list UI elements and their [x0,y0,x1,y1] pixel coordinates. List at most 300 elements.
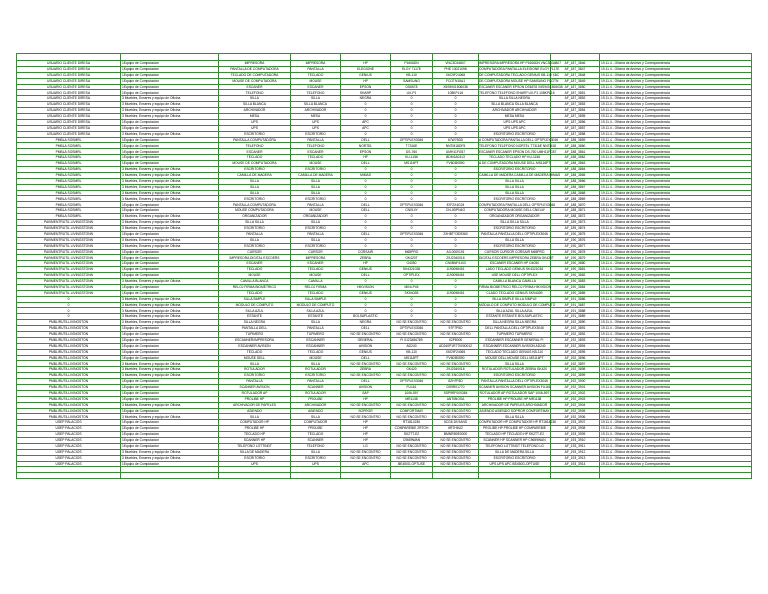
table-cell[interactable]: SILLA DE MADERA SILLA [479,449,551,455]
table-cell[interactable]: CN-0DPN4G [433,208,479,214]
table-cell[interactable]: DELL [341,379,391,385]
table-cell[interactable]: USUARIO CLIENTE DIRESA [17,119,121,125]
table-cell[interactable]: PROLIBE HP PROLIBE HP MR1138 [479,396,551,402]
table-cell[interactable]: TECLADO TECLADO GENIUS KB-110 [479,349,551,355]
table-cell[interactable]: ESCRITORIO [291,373,341,379]
table-cell[interactable]: 1Equipo de Computacion [121,461,219,467]
table-cell[interactable]: COMPAREBIE 2RTOH [391,426,433,432]
office-cell[interactable]: 19.11.4 - Oficina de Archivo y Correspondencia [600,308,752,314]
office-cell[interactable]: 19.11.4 - Oficina de Archivo y Correspondencia [600,78,752,84]
table-cell[interactable]: TECLADO [291,432,341,438]
table-cell[interactable]: FV6DB0590 [433,355,479,361]
table-cell[interactable]: ARCHIVADOR DE PAPELES [219,402,291,408]
table-cell[interactable]: 0 [433,125,479,131]
table-cell[interactable]: TECLADO [291,72,341,78]
table-cell[interactable]: MODULO DE COMPUTO [291,302,341,308]
table-cell[interactable]: TECLADO HP [219,432,291,438]
table-cell[interactable]: PMBLIRUTILLIVINGSTON [17,326,121,332]
table-cell[interactable]: SCANNER [291,438,341,444]
table-cell[interactable]: AVISION [341,384,391,390]
table-cell[interactable]: UPS [219,461,291,467]
table-cell[interactable]: NO SE ENCONTRO [341,455,391,461]
table-cell[interactable]: ROTULADOR AP [219,390,291,396]
table-cell[interactable]: SILLA [291,449,341,455]
table-cell[interactable]: GENIUS [341,349,391,355]
table-cell[interactable]: PROLIBE [291,396,341,402]
table-cell[interactable]: ROTULADOR [291,390,341,396]
table-cell[interactable]: NO SE ENCONTRO [341,449,391,455]
table-cell[interactable]: TELEFONO [291,443,341,449]
table-cell[interactable]: TUPIMERO TUPIMERO [479,331,551,337]
table-cell[interactable]: TECLADO [219,290,291,296]
table-cell[interactable]: SILLA SILLA [479,414,551,420]
table-cell[interactable]: NO SE ENCONTRO [391,455,433,461]
table-cell[interactable]: NEGRA [341,320,391,326]
table-cell[interactable]: PANTALLA PANTALLA DELL OPTIPLEX3046 [479,379,551,385]
table-cell[interactable]: 0 [341,178,391,184]
table-cell[interactable]: OPTIPLEX3046 [391,137,433,143]
table-cell[interactable]: ESCRITORIO ESCRITORIO [479,243,551,249]
table-cell[interactable]: SILLA SILLA [479,184,551,190]
office-cell[interactable]: 19.11.4 - Oficina de Archivo y Correspondencia [600,66,752,72]
table-cell[interactable]: 0 [433,114,479,120]
table-cell[interactable]: AF_192_3900 [551,379,600,385]
table-cell[interactable]: SILLA [291,237,341,243]
table-cell[interactable]: AF_193_3910 [551,438,600,444]
table-cell[interactable]: NO SE ENCONTRO [433,331,479,337]
table-cell[interactable]: X2P8000 [433,337,479,343]
table-cell[interactable]: MOUSE DELL [219,355,291,361]
table-cell[interactable]: TECLADO DE COMPUTADORA [219,72,291,78]
table-cell[interactable]: AF_188_3863 [551,161,600,167]
table-cell[interactable]: IMPRESORA DIGITAL ESCOERS [219,255,291,261]
table-cell[interactable]: NO SE ENCONTRO [433,408,479,414]
table-cell[interactable]: UPS UPS APC [479,125,551,131]
table-cell[interactable]: SILLA SIMPLE [219,296,291,302]
table-cell[interactable]: 0 [433,119,479,125]
table-cell[interactable]: SILLA [219,96,291,102]
table-cell[interactable]: UPS [291,461,341,467]
table-cell[interactable]: 1Equipo de Computacion [121,443,219,449]
table-cell[interactable]: 0 [391,167,433,173]
table-cell[interactable]: PMBLIRUTILLIVINGSTON [17,414,121,420]
table-cell[interactable]: DELL [341,202,391,208]
table-cell[interactable]: PMBLIRUTILLIVINGSTON [17,379,121,385]
table-cell[interactable]: PMBLIRUTILLIVINGSTON [17,402,121,408]
table-cell[interactable]: CURSOR [219,249,291,255]
table-cell[interactable]: 1Equipo de Computacion [121,119,219,125]
table-cell[interactable]: 0 [341,196,391,202]
table-cell[interactable]: ROTULADOR AP ROTULADOR SAP 1006-597 [479,391,550,396]
table-cell[interactable]: ESCANNER AVISION [219,343,291,349]
office-cell[interactable]: 19.11.4 - Oficina de Archivo y Correspondencia [600,349,752,355]
office-cell[interactable]: 19.11.4 - Oficina de Archivo y Correspondencia [600,408,752,414]
table-cell[interactable]: MS116PT [391,161,433,167]
table-cell[interactable]: OPTIPLEX3046 [391,202,433,208]
table-cell[interactable]: 3 Muebles, Enseres y equipo de Oficina [121,402,219,408]
table-cell[interactable]: NO SE ENCONTRO [341,331,391,337]
table-cell[interactable]: 1Equipo de Computacion [121,208,219,214]
table-cell[interactable]: ARCHIVADOR [291,402,341,408]
table-cell[interactable]: NO SE ENCONTRO [433,361,479,367]
table-cell[interactable]: 1Equipo de Computacion [121,149,219,155]
table-cell[interactable]: 1Equipo de Computacion [121,72,219,78]
table-cell[interactable]: 3 Muebles, Enseres y equipo de Oficina [121,190,219,196]
table-cell[interactable]: UMH11FG57 [433,149,479,155]
empty-cell[interactable] [219,473,291,479]
table-cell[interactable]: 1Equipo de Computacion [121,379,219,385]
table-cell[interactable]: 0 [433,243,479,249]
table-cell[interactable]: 1190098451 [433,273,479,279]
office-cell[interactable]: 19.11.4 - Oficina de Archivo y Correspondencia [600,137,752,143]
table-cell[interactable]: 1Equipo de Computacion [121,384,219,390]
office-cell[interactable]: 19.11.4 - Oficina de Archivo y Correspondencia [600,432,752,438]
table-cell[interactable]: ELEGIONE [341,66,391,72]
table-cell[interactable]: 0 [341,167,391,173]
table-cell[interactable]: X6C9F24065 [433,349,479,355]
table-cell[interactable]: 67W7B3D [433,137,479,143]
table-cell[interactable]: ESCRITORIO [291,131,341,137]
table-cell[interactable]: USUARIO CLIENTE DIRESA [17,96,121,102]
table-cell[interactable]: 0 [433,190,479,196]
office-cell[interactable]: 19.11.4 - Oficina de Archivo y Correspondencia [600,178,752,184]
office-cell[interactable]: 19.11.4 - Oficina de Archivo y Correspondencia [600,196,752,202]
office-cell[interactable]: 19.11.4 - Oficina de Archivo y Correspondencia [600,284,752,290]
table-cell[interactable]: ESCRITORIO [291,455,341,461]
table-cell[interactable]: AF_187_3847 [551,66,600,72]
table-cell[interactable]: BOLSAPLASTIC [341,314,391,320]
table-cell[interactable]: AF_187_3856 [551,119,600,125]
table-cell[interactable]: TECLADO HP TECLADO HP SK2TT-E2 [479,432,551,438]
table-cell[interactable]: A DE COMPUTADORA MOUSE DELL MS116PT [479,161,551,166]
table-cell[interactable]: TECLADO TECLADO HP KU-1156 [479,155,551,161]
table-cell[interactable]: 0 [433,225,479,231]
table-cell[interactable]: ESCANER [291,149,341,155]
table-cell[interactable]: 0 [17,314,121,320]
table-cell[interactable]: 1Equipo de Computacion [121,284,219,290]
table-cell[interactable]: ESCRITORIO ESCRITORIO [479,225,551,231]
table-cell[interactable]: 0 [433,214,479,220]
table-cell[interactable]: SILLA [291,320,341,326]
table-cell[interactable]: 0 [391,102,433,108]
table-cell[interactable]: 0 [341,225,391,231]
table-cell[interactable]: CURSOR CURSOR CORSAIR M65PRO [479,249,551,255]
table-cell[interactable]: 0 [433,108,479,114]
table-cell[interactable]: ESCANER ESCANER HP G4050 [479,261,551,267]
cell[interactable] [479,54,551,61]
table-cell[interactable]: TELEFONO TELEFONO SHARP UX-P1 108KPL16 [479,90,555,95]
table-cell[interactable]: CAMILLA BLANCA [219,278,291,284]
table-cell[interactable]: TELEFONO TELEFONO NORTEL T7316E NNTM18 [479,143,557,148]
office-cell[interactable]: 19.11.4 - Oficina de Archivo y Correspondencia [600,220,752,226]
table-cell[interactable]: SAP [341,390,391,396]
table-cell[interactable]: UPS [291,119,341,125]
table-cell[interactable]: BDM1A0413 [433,155,479,161]
table-cell[interactable]: 0 [341,184,391,190]
table-cell[interactable]: HP [341,432,391,438]
office-cell[interactable]: 19.11.4 - Oficina de Archivo y Correspondencia [600,131,752,137]
office-cell[interactable]: 19.11.4 - Oficina de Archivo y Correspondencia [600,202,752,208]
table-cell[interactable]: C9659WAN [391,438,433,444]
table-cell[interactable]: PMBLA SOSMRL [17,214,121,220]
office-cell[interactable]: 19.11.4 - Oficina de Archivo y Correspondencia [600,167,752,173]
table-cell[interactable]: 0 [391,214,433,220]
office-cell[interactable]: 19.11.4 - Oficina de Archivo y Correspondencia [600,237,752,243]
table-cell[interactable]: MOUSE DE COMPUTADORA [219,78,291,84]
table-cell[interactable]: OPTIPLEX [391,273,433,279]
table-cell[interactable]: 0 [341,108,391,114]
table-cell[interactable]: DS9R01770 [433,384,479,390]
table-cell[interactable]: IMPRESORA IMPRESORA HP P1606DN VNC3D34807 [479,61,562,66]
table-cell[interactable]: SCANNER HP [219,438,291,444]
table-cell[interactable]: HP [341,61,391,67]
table-cell[interactable]: NO SE ENCONTRO [433,320,479,326]
table-cell[interactable]: 0 [433,178,479,184]
table-cell[interactable]: HP [341,261,391,267]
table-cell[interactable]: SILLA SILLA [479,237,551,243]
table-cell[interactable]: PAVIMENTRUTIL LIVINGSTONN [17,237,121,243]
table-cell[interactable]: PMBLA SOSMRL [17,190,121,196]
table-cell[interactable]: NO SE ENCONTRO [433,455,479,461]
table-cell[interactable]: PANTALLA [291,231,341,237]
table-cell[interactable]: SILLA [219,414,291,420]
table-cell[interactable]: SILLA [291,96,341,102]
table-cell[interactable]: X6C9F24065 [433,72,479,78]
table-cell[interactable]: 3 Muebles, Enseres y equipo de Oficina [121,278,219,284]
table-cell[interactable]: NO SE ENCONTRO [433,449,479,455]
table-cell[interactable]: IMPRESORA [219,61,291,67]
table-cell[interactable]: AF_190_3884 [551,284,600,290]
table-cell[interactable]: PANTALLA [291,326,341,332]
table-cell[interactable]: USE MOUSE DELL OPTIPLEX [479,273,551,279]
table-cell[interactable]: ORGANIZADOR ORGANIZADOR [479,214,551,220]
table-cell[interactable]: AF_192_3902 [551,390,600,396]
table-cell[interactable]: AF_192_3906 [551,414,600,420]
table-cell[interactable]: 3 Muebles, Enseres y equipo de Oficina [121,243,219,249]
table-cell[interactable]: PMBLA SOSMRL [17,149,121,155]
table-cell[interactable]: 0 [433,308,479,314]
table-cell[interactable]: PANTALLA [291,137,341,143]
table-cell[interactable]: COMPUTADORA MOUSE DELL CN014Y [479,208,551,214]
table-cell[interactable]: 1Equipo de Computacion [121,273,219,279]
table-cell[interactable]: PROLIBE HP PROLIBE HP COMPAREBIE [479,426,551,432]
table-cell[interactable]: 29J2340016 [433,367,479,373]
table-cell[interactable]: 0 [433,172,479,178]
table-cell[interactable]: AF_192_3894 [551,343,600,349]
table-cell[interactable]: 0 [433,284,479,290]
table-cell[interactable]: SILLA SIMPLE [291,296,341,302]
table-cell[interactable]: SCANNER [291,384,341,390]
table-cell[interactable]: DELL [341,355,391,361]
table-cell[interactable]: X5S9001506038 [433,84,479,90]
table-cell[interactable]: ESCRITORIO [219,131,291,137]
office-cell[interactable]: 19.11.4 - Oficina de Archivo y Correspondencia [600,172,752,178]
office-cell[interactable]: 19.11.4 - Oficina de Archivo y Correspondencia [600,255,752,261]
table-cell[interactable]: AF_192_3890 [551,320,600,326]
table-cell[interactable]: 1Equipo de Computacion [121,161,219,167]
table-cell[interactable]: 3 Muebles, Enseres y equipo de Oficina [121,314,219,320]
table-cell[interactable]: 3 Muebles, Enseres y equipo de Oficina [121,225,219,231]
table-cell[interactable]: 1Equipo de Computacion [121,349,219,355]
table-cell[interactable]: DIGITAL ESCOERS IMPRESORA ZEBRA GK420T [479,255,554,260]
table-cell[interactable]: 1Equipo de Computacion [121,78,219,84]
table-cell[interactable]: SILLA [291,178,341,184]
empty-cell[interactable] [391,473,433,479]
table-cell[interactable]: 0 [341,131,391,137]
table-cell[interactable]: 0 [391,278,433,284]
table-cell[interactable]: 0 [433,184,479,190]
table-cell[interactable]: AF_192_3892 [551,331,600,337]
table-cell[interactable]: 3 Muebles, Enseres y equipo de Oficina [121,108,219,114]
table-cell[interactable]: 3 Muebles, Enseres y equipo de Oficina [121,172,219,178]
table-cell[interactable]: 1Equipo de Computacion [121,438,219,444]
table-cell[interactable]: AF_192_3903 [551,396,600,402]
table-cell[interactable]: 1Equipo de Computacion [121,249,219,255]
table-cell[interactable]: SCANNER AVISION SCANNER AVISION FU161 [479,385,551,390]
table-cell[interactable]: TECLADO [291,155,341,161]
table-cell[interactable]: HP [341,438,391,444]
empty-cell[interactable] [600,473,752,479]
table-cell[interactable]: AF_187_3848 [551,72,600,78]
table-cell[interactable]: AF_187_3850 [551,84,600,90]
table-cell[interactable]: PMBLA SOSMRL [17,184,121,190]
table-cell[interactable]: 97F7P5D [433,326,479,332]
table-cell[interactable]: RT1814236 [391,420,433,426]
table-cell[interactable]: PMBLA SOSMRL [17,155,121,161]
office-cell[interactable]: 19.11.4 - Oficina de Archivo y Correspondencia [600,231,752,237]
table-cell[interactable]: SILLA SILLA SILLA [479,220,551,226]
table-cell[interactable]: 1Equipo de Computacion [121,125,219,131]
table-cell[interactable]: AF_190_3883 [551,278,600,284]
office-cell[interactable]: 19.11.4 - Oficina de Archivo y Correspondencia [600,402,752,408]
table-cell[interactable]: ESTANTE [219,314,291,320]
office-cell[interactable]: 19.11.4 - Oficina de Archivo y Correspondencia [600,414,752,420]
table-cell[interactable]: NO SE ENCONTRO [391,449,433,455]
table-cell[interactable]: DELL [341,273,391,279]
table-cell[interactable]: AF_187_3849 [551,78,600,84]
table-cell[interactable]: CAMILLA DE MADERA CAMILLA DE MADERA MIMAS [479,173,561,178]
table-cell[interactable]: 0 [341,220,391,226]
office-cell[interactable]: 19.11.4 - Oficina de Archivo y Correspondencia [600,273,752,279]
office-cell[interactable]: 19.11.4 - Oficina de Archivo y Correspondencia [600,355,752,361]
table-cell[interactable]: OPTIPLEX3046 [391,379,433,385]
table-cell[interactable]: COMPUTADOR HP COMPUTADOR HP RT1814236 [479,420,557,425]
table-cell[interactable]: SCANNER HP SCANNER HP C9659WAN [479,438,551,444]
table-cell[interactable]: MOUSE [291,273,341,279]
table-cell[interactable]: USEP PALACIOS [17,432,121,438]
table-cell[interactable]: 3 Muebles, Enseres y equipo de Oficina [121,302,219,308]
table-cell[interactable]: APC [341,461,391,467]
table-cell[interactable]: DELL [341,161,391,167]
table-cell[interactable]: 0 [391,237,433,243]
table-cell[interactable]: PAVIMENTRUTIL LIVINGSTONN [17,225,121,231]
table-cell[interactable]: AF_190_3878 [551,249,600,255]
table-cell[interactable]: 87F2X4G24 [433,202,479,208]
table-cell[interactable]: MS116PT [391,355,433,361]
table-cell[interactable]: MESA [219,114,291,120]
table-cell[interactable]: SILLA [219,237,291,243]
table-cell[interactable]: NO SE ENCONTRO [433,461,479,467]
table-cell[interactable]: APC [341,125,391,131]
table-cell[interactable]: DELL [341,137,391,143]
table-cell[interactable]: ESCRITORIO [291,225,341,231]
table-cell[interactable]: PMBLA SOSMRL [17,178,121,184]
table-cell[interactable]: PMBLIRUTILLIVINGSTON [17,337,121,343]
table-cell[interactable]: 1Equipo de Computacion [121,267,219,273]
table-cell[interactable]: 1Equipo de Computacion [121,84,219,90]
table-cell[interactable]: ESCANER [219,261,291,267]
table-cell[interactable]: AF_190_3879 [551,255,600,261]
table-cell[interactable]: PMBLIRUTILLIVINGSTON [17,331,121,337]
table-cell[interactable]: ROTULADOR ROTULADOR ZEBRA GK420 [479,367,551,373]
table-cell[interactable]: TELEFONO [291,90,341,96]
table-cell[interactable]: ESCRITORIO [219,196,291,202]
table-cell[interactable]: ESCRITORIO ESCRITORIO [479,131,551,137]
table-cell[interactable]: SILLA NEGRA [219,320,291,326]
table-cell[interactable]: PMBLA SOSMRL [17,137,121,143]
table-cell[interactable]: TELEFONO [219,143,291,149]
office-cell[interactable]: 19.11.4 - Oficina de Archivo y Correspondencia [600,161,752,167]
table-cell[interactable]: AF_191_3886 [551,296,600,302]
table-cell[interactable]: MIMAS [341,172,391,178]
table-cell[interactable]: AF_192_3895 [551,349,600,355]
office-cell[interactable]: 19.11.4 - Oficina de Archivo y Correspondencia [600,396,752,402]
table-cell[interactable]: SILLA BLANCA SILLA BLANCA [479,102,551,108]
table-cell[interactable]: SILLA SILLA [479,190,551,196]
table-cell[interactable]: AF_187_3853 [551,102,600,108]
table-cell[interactable]: 2XHBTY3D9360 [433,231,479,237]
office-cell[interactable]: 19.11.4 - Oficina de Archivo y Correspondencia [600,373,752,379]
table-cell[interactable]: 0 [391,125,433,131]
table-cell[interactable]: USUARIO CLIENTE DIRESA [17,72,121,78]
table-cell[interactable]: SILLA [219,361,291,367]
table-cell[interactable]: AF_190_3877 [551,243,600,249]
table-cell[interactable]: ORGANIZADOR [219,214,291,220]
table-cell[interactable]: AF_190_3885 [551,290,600,296]
office-cell[interactable]: 19.11.4 - Oficina de Archivo y Correspondencia [600,461,752,467]
table-cell[interactable]: PMBLIRUTILLIVINGSTON [17,390,121,396]
table-cell[interactable]: 0 [433,302,479,308]
table-cell[interactable]: AF_187_3852 [551,96,600,102]
table-cell[interactable]: AF_191_3887 [551,302,600,308]
table-cell[interactable]: 108KPL16 [433,90,479,96]
table-cell[interactable]: PMBLA SOSMRL [17,202,121,208]
table-cell[interactable]: TECLADO [291,267,341,273]
table-cell[interactable]: SILLA [291,184,341,190]
table-cell[interactable]: DELL [341,208,391,214]
office-cell[interactable]: 19.11.4 - Oficina de Archivo y Correspondencia [600,296,752,302]
table-cell[interactable]: AF_191_3888 [551,308,600,314]
table-cell[interactable]: ESCANER [291,84,341,90]
table-cell[interactable]: COMPUTADORA PANTALLA ELEGIONE ELGY 7117E [479,67,560,72]
table-cell[interactable]: AF_192_3893 [551,337,600,343]
table-cell[interactable]: P1606DN [391,61,433,67]
table-cell[interactable]: TELEFONO [291,143,341,149]
table-cell[interactable]: 0 [341,237,391,243]
table-cell[interactable]: 1Equipo de Computacion [121,396,219,402]
office-cell[interactable]: 19.11.4 - Oficina de Archivo y Correspondencia [600,102,752,108]
table-cell[interactable]: AF_192_3904 [551,402,600,408]
table-cell[interactable]: ASIENDO [219,408,291,414]
table-cell[interactable]: USUARIO CLIENTE DIRESA [17,114,121,120]
table-cell[interactable]: PMBLA SOSMRL [17,161,121,167]
cell[interactable] [600,54,752,61]
table-cell[interactable]: FCGTN15A1 [433,78,479,84]
office-cell[interactable]: 19.11.4 - Oficina de Archivo y Correspondencia [600,214,752,220]
table-cell[interactable]: TELEFONO [219,90,291,96]
table-cell[interactable]: AF_189_3873 [551,220,600,226]
table-cell[interactable]: USUARIO CLIENTE DIRESA [17,90,121,96]
